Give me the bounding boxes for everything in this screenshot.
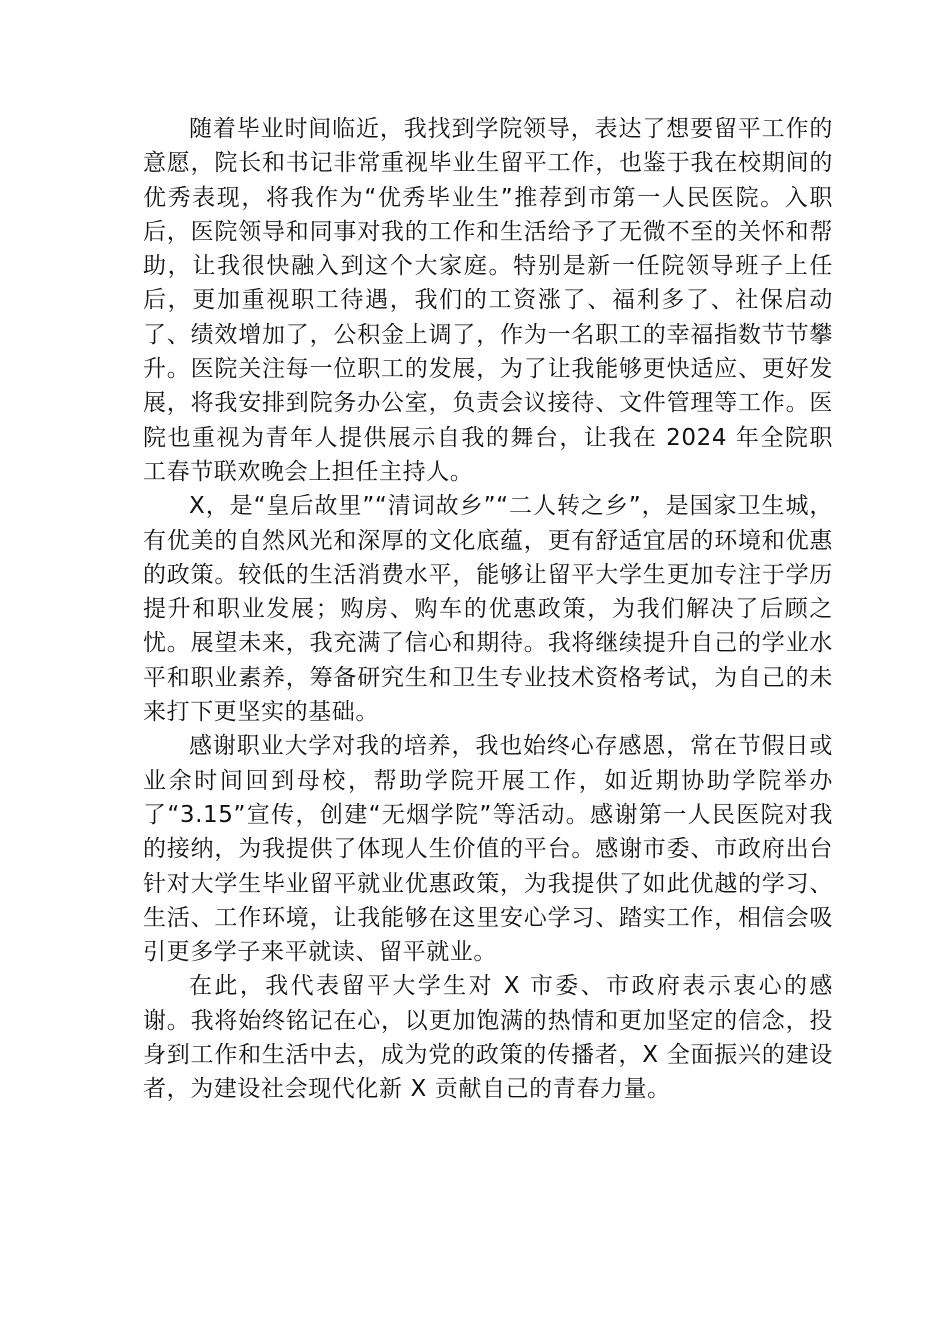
paragraph-graduation-employment: 随着毕业时间临近，我找到学院领导，表达了想要留平工作的意愿，院长和书记非常重视毕业生留平工作，也鉴于我在校期间的优秀表现，将我作为“优秀毕业生”推荐到市第一人民医院。入职后，医院领导和同事对我的工作和生活给予了无微不至的关怀和帮助，让我很快融入到这个大家庭。特别是新一任院领导班子上任后，更加重视职工待遇，我们的工资涨了、福利多了、社保启动了、绩效增加了，公积金上调了，作为一名职工的幸福指数节节攀升。医院关注每一位职工的发展，为了让我能够更快适应、更好发展，将我安排到院务办公室，负责会议接待、文件管理等工作。医院也重视为青年人提供展示自我的舞台，让我在 2024 年全院职工春节联欢晚会上担任主持人。 <box>143 116 833 485</box>
paragraph-city-introduction: X，是“皇后故里”“清词故乡”“二人转之乡”，是国家卫生城，有优美的自然风光和深厚的文化底蕴，更有舒适宜居的环境和优惠的政策。较低的生活消费水平，能够让留平大学生更加专注于学历提升和职业发展；购房、购车的优惠政策，为我们解决了后顾之忧。展望未来，我充满了信心和期待。我将继续提升自己的学业水平和职业素养，筹备研究生和卫生专业技术资格考试，为自己的未来打下更坚实的基础。 <box>143 493 833 726</box>
paragraph-gratitude: 感谢职业大学对我的培养，我也始终心存感恩，常在节假日或业余时间回到母校，帮助学院开展工作，如近期协助学院举办了“3.15”宣传，创建“无烟学院”等活动。感谢第一人民医院对我的接纳，为我提供了体现人生价值的平台。感谢市委、市政府出台针对大学生毕业留平就业优惠政策，为我提供了如此优越的学习、生活、工作环境，让我能够在这里安心学习、踏实工作，相信会吸引更多学子来平就读、留平就业。 <box>143 733 833 966</box>
document-body <box>143 112 833 1107</box>
paragraph-closing: 在此，我代表留平大学生对 X 市委、市政府表示衷心的感谢。我将始终铭记在心，以更加饱满的热情和更加坚定的信念，投身到工作和生活中去，成为党的政策的传播者，X 全面振兴的建设者，为建设社会现代化新 X 贡献自己的青春力量。 <box>143 973 834 1103</box>
